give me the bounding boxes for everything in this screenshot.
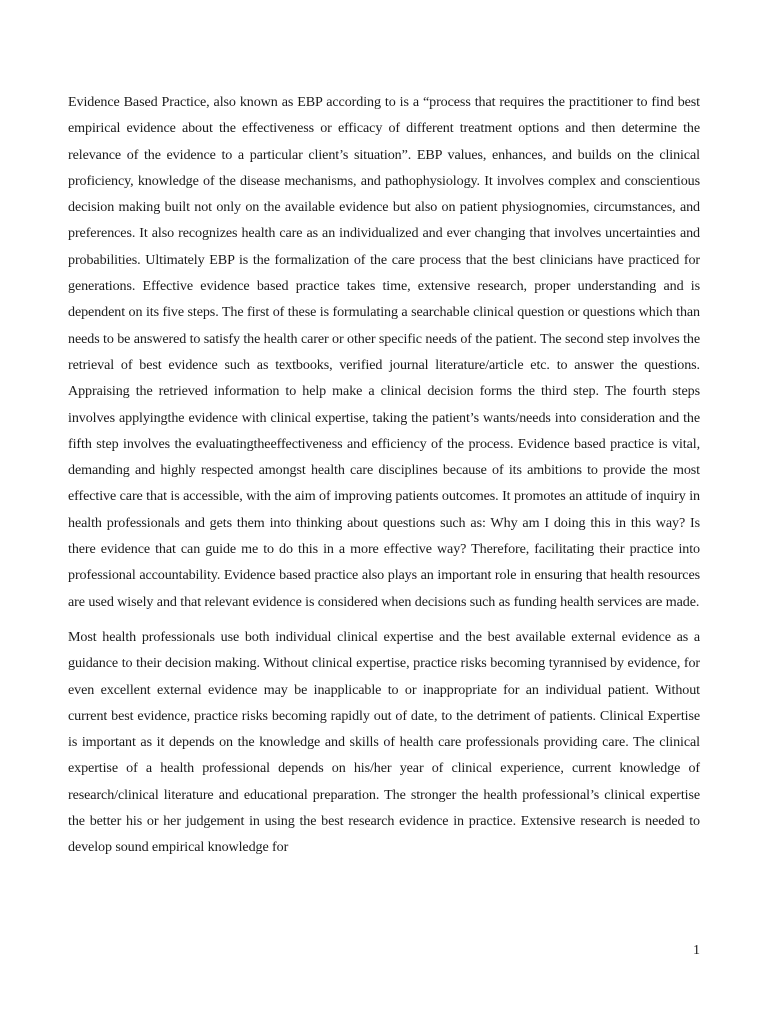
page-number: 1	[693, 943, 700, 958]
paragraph-2: Most health professionals use both individual clinical expertise and the best available external evidence as a guidance to their decision making. Without clinical expertise, practice risks becoming tyrannised by evidence, for even excellent external evidence may be inapplicable to or inappropriate for an individual patient. Without current best evidence, practice risks becoming rapidly out of date, to the detriment of patients. Clinical Expertise is important as it depends on the knowledge and skills of health care professionals providing care. The clinical expertise of a health professional depends on his/her year of clinical experience, current knowledge of research/clinical literature and educational preparation. The stronger the health professional’s clinical expertise the better his or her judgement in using the best research evidence in practice. Extensive research is needed to develop sound empirical knowledge for	[68, 628, 700, 856]
body-text	[68, 89, 700, 861]
paragraph-1: Evidence Based Practice, also known as EBP according to is a “process that requires the practitioner to find best empirical evidence about the effectiveness or efficacy of different treatment options and then determine the relevance of the evidence to a particular client’s situation”. EBP values, enhances, and builds on the clinical proficiency, knowledge of the disease mechanisms, and pathophysiology. It involves complex and conscientious decision making built not only on the available evidence but also on patient physiognomies, circumstances, and preferences. It also recognizes health care as an individualized and ever changing that involves uncertainties and probabilities. Ultimately EBP is the formalization of the care process that the best clinicians have practiced for generations. Effective evidence based practice takes time, extensive research, proper understanding and is dependent on its five steps. The first of these is formulating a searchable clinical question or questions which than needs to be answered to satisfy the health carer or other specific needs of the patient. The second step involves the retrieval of best evidence such as textbooks, verified journal literature/article etc. to answer the questions. Appraising the retrieved information to help make a clinical decision forms the third step. The fourth steps involves applyingthe evidence with clinical expertise, taking the patient’s wants/needs into consideration and the fifth step involves the evaluatingtheeffectiveness and efficiency of the process. Evidence based practice is vital, demanding and highly respected amongst health care disciplines because of its ambitions to provide the most effective care that is accessible, with the aim of improving patients outcomes. It promotes an attitude of inquiry in health professionals and gets them into thinking about questions such as: Why am I doing this in this way? Is there evidence that can guide me to do this in a more effective way? Therefore, facilitating their practice into professional accountability. Evidence based practice also plays an important role in ensuring that health resources are used wisely and that relevant evidence is considered when decisions such as funding health services are made.	[68, 94, 700, 610]
